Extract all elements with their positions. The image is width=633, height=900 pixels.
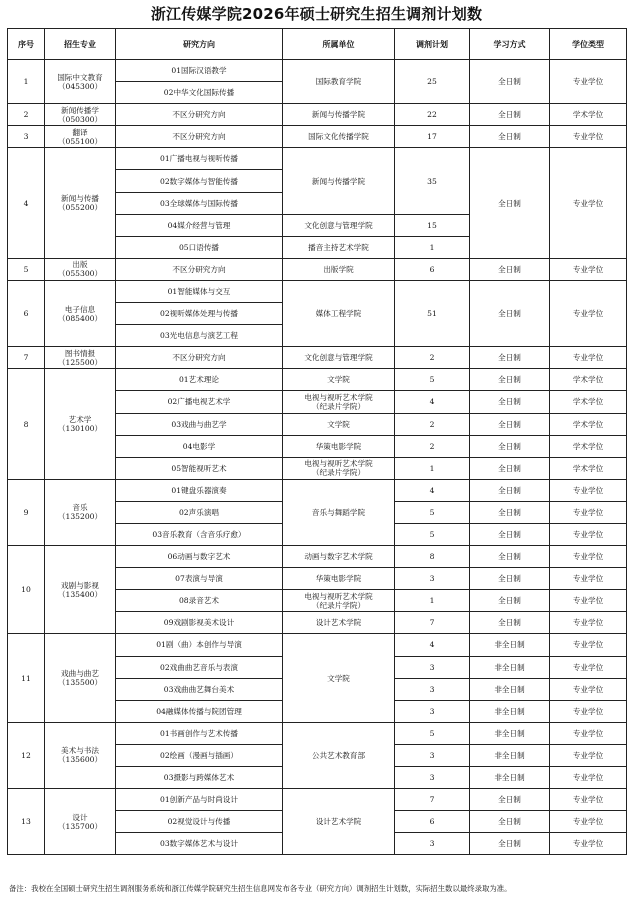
research-direction: 02戏曲曲艺音乐与表演 xyxy=(116,656,283,678)
study-mode: 全日制 xyxy=(470,457,550,479)
study-mode: 全日制 xyxy=(470,612,550,634)
research-direction: 01艺术理论 xyxy=(116,369,283,391)
major-name: 新闻与传播 xyxy=(61,194,99,204)
unit-cell-line: 公共艺术教育部 xyxy=(311,750,366,760)
plan-count: 2 xyxy=(395,435,470,457)
degree-type: 专业学位 xyxy=(550,126,627,148)
plan-count: 3 xyxy=(395,744,470,766)
unit-cell-line: 出版学院 xyxy=(323,264,354,274)
plan-count: 4 xyxy=(395,634,470,656)
degree-type: 专业学位 xyxy=(550,678,627,700)
major-name-cell xyxy=(45,258,116,280)
plan-count: 1 xyxy=(395,590,470,612)
degree-type: 专业学位 xyxy=(550,744,627,766)
research-direction: 不区分研究方向 xyxy=(116,258,283,280)
research-direction: 不区分研究方向 xyxy=(116,126,283,148)
plan-count: 6 xyxy=(395,811,470,833)
degree-type: 学术学位 xyxy=(550,435,627,457)
degree-type: 专业学位 xyxy=(550,280,627,346)
research-direction: 04电影学 xyxy=(116,435,283,457)
plan-count: 3 xyxy=(395,678,470,700)
plan-count: 1 xyxy=(395,457,470,479)
research-direction: 01创新产品与时尚设计 xyxy=(116,789,283,811)
research-direction: 03摄影与跨媒体艺术 xyxy=(116,767,283,789)
major-name-cell xyxy=(45,722,116,788)
major-name-cell xyxy=(45,479,116,545)
research-direction: 03戏曲曲艺舞台美术 xyxy=(116,678,283,700)
unit-cell-line: 新闻与传播学院 xyxy=(311,176,366,186)
degree-type: 专业学位 xyxy=(550,767,627,789)
unit-cell xyxy=(283,435,395,457)
plan-count: 25 xyxy=(395,60,470,104)
major-name: 美术与书法 xyxy=(61,746,99,756)
research-direction: 08录音艺术 xyxy=(116,590,283,612)
header-plan: 调剂计划 xyxy=(395,29,470,60)
major-name: 艺术学 xyxy=(68,415,92,425)
plan-count: 3 xyxy=(395,700,470,722)
degree-type: 专业学位 xyxy=(550,811,627,833)
unit-cell xyxy=(283,280,395,346)
header-study-mode: 学习方式 xyxy=(470,29,550,60)
header-unit: 所属单位 xyxy=(283,29,395,60)
degree-type: 专业学位 xyxy=(550,258,627,280)
unit-cell-line: 音乐与舞蹈学院 xyxy=(311,507,366,517)
major-name: 电子信息 xyxy=(64,304,96,314)
plan-count: 2 xyxy=(395,347,470,369)
study-mode: 全日制 xyxy=(470,280,550,346)
table-row xyxy=(8,789,627,811)
header-degree-type: 学位类型 xyxy=(550,29,627,60)
unit-cell-line: 新闻与传播学院 xyxy=(311,110,366,120)
unit-cell xyxy=(283,369,395,391)
study-mode: 全日制 xyxy=(470,369,550,391)
major-index: 8 xyxy=(8,369,45,479)
major-index: 10 xyxy=(8,546,45,634)
table-row xyxy=(8,104,627,126)
unit-cell-line: （纪录片学院） xyxy=(311,401,366,411)
major-name: 翻译 xyxy=(72,127,88,137)
major-name: 音乐 xyxy=(72,503,88,513)
adjustment-plan-table xyxy=(7,28,627,855)
research-direction: 02中华文化国际传播 xyxy=(116,82,283,104)
major-name: 戏剧与影视 xyxy=(61,580,99,590)
unit-cell-line: 设计艺术学院 xyxy=(315,618,362,628)
research-direction: 不区分研究方向 xyxy=(116,104,283,126)
degree-type: 学术学位 xyxy=(550,104,627,126)
degree-type: 专业学位 xyxy=(550,479,627,501)
study-mode: 非全日制 xyxy=(470,656,550,678)
major-name-cell xyxy=(45,634,116,722)
unit-cell xyxy=(283,60,395,104)
plan-count: 3 xyxy=(395,568,470,590)
research-direction: 02绘画（漫画与插画） xyxy=(116,744,283,766)
table-row xyxy=(8,722,627,744)
research-direction: 02广播电视艺术学 xyxy=(116,391,283,413)
research-direction: 01书画创作与艺术传播 xyxy=(116,722,283,744)
research-direction: 05智能视听艺术 xyxy=(116,457,283,479)
degree-type: 专业学位 xyxy=(550,789,627,811)
plan-count: 22 xyxy=(395,104,470,126)
major-index: 2 xyxy=(8,104,45,126)
unit-cell-line: 播音主持艺术学院 xyxy=(308,242,369,252)
research-direction: 02视听媒体处理与传播 xyxy=(116,303,283,325)
study-mode: 非全日制 xyxy=(470,700,550,722)
major-code: （045300） xyxy=(57,81,103,91)
major-name-cell xyxy=(45,369,116,479)
unit-cell xyxy=(283,347,395,369)
major-name-cell xyxy=(45,347,116,369)
footnote: 备注：我校在全国硕士研究生招生调剂服务系统和浙江传媒学院研究生招生信息网发布各专业（研究方向）调剂招生计划数，实际招生数以最终录取为准。 xyxy=(9,884,512,893)
study-mode: 全日制 xyxy=(470,391,550,413)
major-name: 设计 xyxy=(72,812,88,822)
unit-cell xyxy=(283,457,395,479)
study-mode: 全日制 xyxy=(470,590,550,612)
unit-cell-line: 文化创意与管理学院 xyxy=(304,220,373,230)
major-index: 7 xyxy=(8,347,45,369)
major-index: 3 xyxy=(8,126,45,148)
unit-cell-line: 国际教育学院 xyxy=(315,77,362,87)
degree-type: 学术学位 xyxy=(550,391,627,413)
unit-cell xyxy=(283,479,395,545)
header-index: 序号 xyxy=(8,29,45,60)
plan-count: 51 xyxy=(395,280,470,346)
degree-type: 专业学位 xyxy=(550,590,627,612)
unit-cell xyxy=(283,413,395,435)
plan-count: 4 xyxy=(395,479,470,501)
major-index: 5 xyxy=(8,258,45,280)
major-code: （135500） xyxy=(57,678,103,688)
major-name: 新闻传播学 xyxy=(61,105,99,115)
unit-cell xyxy=(283,590,395,612)
major-index: 13 xyxy=(8,789,45,855)
table-row xyxy=(8,634,627,656)
research-direction: 06动画与数字艺术 xyxy=(116,546,283,568)
unit-cell-line: 电视与视听艺术学院 xyxy=(304,459,373,469)
research-direction: 01智能媒体与交互 xyxy=(116,280,283,302)
study-mode: 全日制 xyxy=(470,435,550,457)
study-mode: 全日制 xyxy=(470,148,550,258)
degree-type: 学术学位 xyxy=(550,413,627,435)
plan-count: 7 xyxy=(395,789,470,811)
major-code: （135400） xyxy=(57,589,103,599)
table-row xyxy=(8,60,627,82)
unit-cell-line: 电视与视听艺术学院 xyxy=(304,591,373,601)
research-direction: 02数字媒体与智能传播 xyxy=(116,170,283,192)
plan-count: 5 xyxy=(395,369,470,391)
study-mode: 全日制 xyxy=(470,60,550,104)
major-code: （135700） xyxy=(57,821,103,831)
unit-cell-line: 文学院 xyxy=(327,375,350,385)
degree-type: 专业学位 xyxy=(550,347,627,369)
major-index: 1 xyxy=(8,60,45,104)
degree-type: 专业学位 xyxy=(550,722,627,744)
degree-type: 专业学位 xyxy=(550,60,627,104)
study-mode: 非全日制 xyxy=(470,744,550,766)
unit-cell-line: （纪录片学院） xyxy=(311,468,366,478)
unit-cell xyxy=(283,214,395,236)
research-direction: 04融媒体传播与院团管理 xyxy=(116,700,283,722)
major-name: 图书情报 xyxy=(64,348,96,358)
plan-count: 35 xyxy=(395,148,470,214)
header-major: 招生专业 xyxy=(45,29,116,60)
table-row xyxy=(8,479,627,501)
study-mode: 全日制 xyxy=(470,523,550,545)
study-mode: 非全日制 xyxy=(470,722,550,744)
major-name-cell xyxy=(45,546,116,634)
research-direction: 01键盘乐器演奏 xyxy=(116,479,283,501)
major-index: 12 xyxy=(8,722,45,788)
study-mode: 全日制 xyxy=(470,104,550,126)
unit-cell-line: 华策电影学院 xyxy=(315,441,362,451)
degree-type: 专业学位 xyxy=(550,546,627,568)
study-mode: 全日制 xyxy=(470,413,550,435)
table-row xyxy=(8,347,627,369)
plan-count: 2 xyxy=(395,413,470,435)
unit-cell xyxy=(283,391,395,413)
unit-cell xyxy=(283,148,395,214)
degree-type: 学术学位 xyxy=(550,369,627,391)
major-code: （085400） xyxy=(57,313,103,323)
degree-type: 专业学位 xyxy=(550,612,627,634)
plan-count: 3 xyxy=(395,767,470,789)
plan-count: 1 xyxy=(395,236,470,258)
research-direction: 03数字媒体艺术与设计 xyxy=(116,833,283,855)
degree-type: 专业学位 xyxy=(550,523,627,545)
study-mode: 全日制 xyxy=(470,546,550,568)
research-direction: 05口语传播 xyxy=(116,236,283,258)
plan-count: 3 xyxy=(395,833,470,855)
unit-cell xyxy=(283,236,395,258)
unit-cell xyxy=(283,258,395,280)
study-mode: 全日制 xyxy=(470,126,550,148)
degree-type: 专业学位 xyxy=(550,568,627,590)
unit-cell-line: 文学院 xyxy=(327,419,350,429)
plan-count: 5 xyxy=(395,501,470,523)
major-name-cell xyxy=(45,280,116,346)
plan-count: 6 xyxy=(395,258,470,280)
plan-count: 5 xyxy=(395,722,470,744)
research-direction: 01广播电视与视听传播 xyxy=(116,148,283,170)
major-name: 出版 xyxy=(72,260,88,270)
unit-cell-line: 电视与视听艺术学院 xyxy=(304,392,373,402)
research-direction: 不区分研究方向 xyxy=(116,347,283,369)
research-direction: 02视觉设计与传播 xyxy=(116,811,283,833)
unit-cell xyxy=(283,789,395,855)
major-code: （055200） xyxy=(57,203,103,213)
research-direction: 07表演与导演 xyxy=(116,568,283,590)
research-direction: 01国际汉语教学 xyxy=(116,60,283,82)
major-name: 戏曲与曲艺 xyxy=(61,669,99,679)
research-direction: 01剧（曲）本创作与导演 xyxy=(116,634,283,656)
table-body xyxy=(8,60,627,855)
major-name-cell xyxy=(45,60,116,104)
table-row xyxy=(8,369,627,391)
unit-cell xyxy=(283,612,395,634)
plan-count: 8 xyxy=(395,546,470,568)
study-mode: 全日制 xyxy=(470,568,550,590)
study-mode: 非全日制 xyxy=(470,678,550,700)
major-name-cell xyxy=(45,104,116,126)
unit-cell-line: 设计艺术学院 xyxy=(315,817,362,827)
degree-type: 专业学位 xyxy=(550,148,627,258)
major-code: （135200） xyxy=(57,512,103,522)
plan-count: 7 xyxy=(395,612,470,634)
unit-cell-line: 文化创意与管理学院 xyxy=(304,353,373,363)
degree-type: 专业学位 xyxy=(550,656,627,678)
major-name-cell xyxy=(45,148,116,258)
plan-count: 5 xyxy=(395,523,470,545)
major-name-cell xyxy=(45,789,116,855)
research-direction: 09戏剧影视美术设计 xyxy=(116,612,283,634)
table-row xyxy=(8,126,627,148)
major-code: （055100） xyxy=(57,136,103,146)
degree-type: 专业学位 xyxy=(550,833,627,855)
table-row xyxy=(8,546,627,568)
degree-type: 专业学位 xyxy=(550,501,627,523)
unit-cell-line: 动画与数字艺术学院 xyxy=(304,552,373,562)
study-mode: 全日制 xyxy=(470,479,550,501)
study-mode: 非全日制 xyxy=(470,634,550,656)
unit-cell xyxy=(283,722,395,788)
research-direction: 03音乐教育（含音乐疗愈） xyxy=(116,523,283,545)
unit-cell-line: （纪录片学院） xyxy=(311,600,366,610)
major-code: （135600） xyxy=(57,755,103,765)
unit-cell xyxy=(283,634,395,722)
major-index: 6 xyxy=(8,280,45,346)
unit-cell-line: 华策电影学院 xyxy=(315,574,362,584)
research-direction: 03戏曲与曲艺学 xyxy=(116,413,283,435)
major-code: （130100） xyxy=(57,424,103,434)
major-index: 11 xyxy=(8,634,45,722)
plan-count: 4 xyxy=(395,391,470,413)
unit-cell xyxy=(283,568,395,590)
research-direction: 02声乐演唱 xyxy=(116,501,283,523)
major-code: （125500） xyxy=(57,357,103,367)
major-index: 4 xyxy=(8,148,45,258)
unit-cell-line: 媒体工程学院 xyxy=(315,309,362,319)
table-row xyxy=(8,280,627,302)
study-mode: 全日制 xyxy=(470,833,550,855)
major-code: （055300） xyxy=(57,269,103,279)
research-direction: 03光电信息与演艺工程 xyxy=(116,325,283,347)
plan-count: 3 xyxy=(395,656,470,678)
header-direction: 研究方向 xyxy=(116,29,283,60)
page-title: 浙江传媒学院2026年硕士研究生招生调剂计划数 xyxy=(150,5,483,23)
unit-cell xyxy=(283,126,395,148)
table-row xyxy=(8,258,627,280)
research-direction: 04媒介经营与管理 xyxy=(116,214,283,236)
table-header-row xyxy=(8,29,627,60)
unit-cell xyxy=(283,104,395,126)
major-name-cell xyxy=(45,126,116,148)
degree-type: 专业学位 xyxy=(550,634,627,656)
research-direction: 03全球媒体与国际传播 xyxy=(116,192,283,214)
study-mode: 全日制 xyxy=(470,501,550,523)
table-row xyxy=(8,148,627,170)
degree-type: 学术学位 xyxy=(550,457,627,479)
major-code: （050300） xyxy=(57,114,103,124)
plan-count: 17 xyxy=(395,126,470,148)
degree-type: 专业学位 xyxy=(550,700,627,722)
major-index: 9 xyxy=(8,479,45,545)
study-mode: 非全日制 xyxy=(470,767,550,789)
unit-cell-line: 国际文化传播学院 xyxy=(308,132,369,142)
major-name: 国际中文教育 xyxy=(57,72,103,82)
study-mode: 全日制 xyxy=(470,347,550,369)
study-mode: 全日制 xyxy=(470,258,550,280)
unit-cell xyxy=(283,546,395,568)
unit-cell-line: 文学院 xyxy=(327,673,350,683)
plan-count: 15 xyxy=(395,214,470,236)
study-mode: 全日制 xyxy=(470,811,550,833)
study-mode: 全日制 xyxy=(470,789,550,811)
